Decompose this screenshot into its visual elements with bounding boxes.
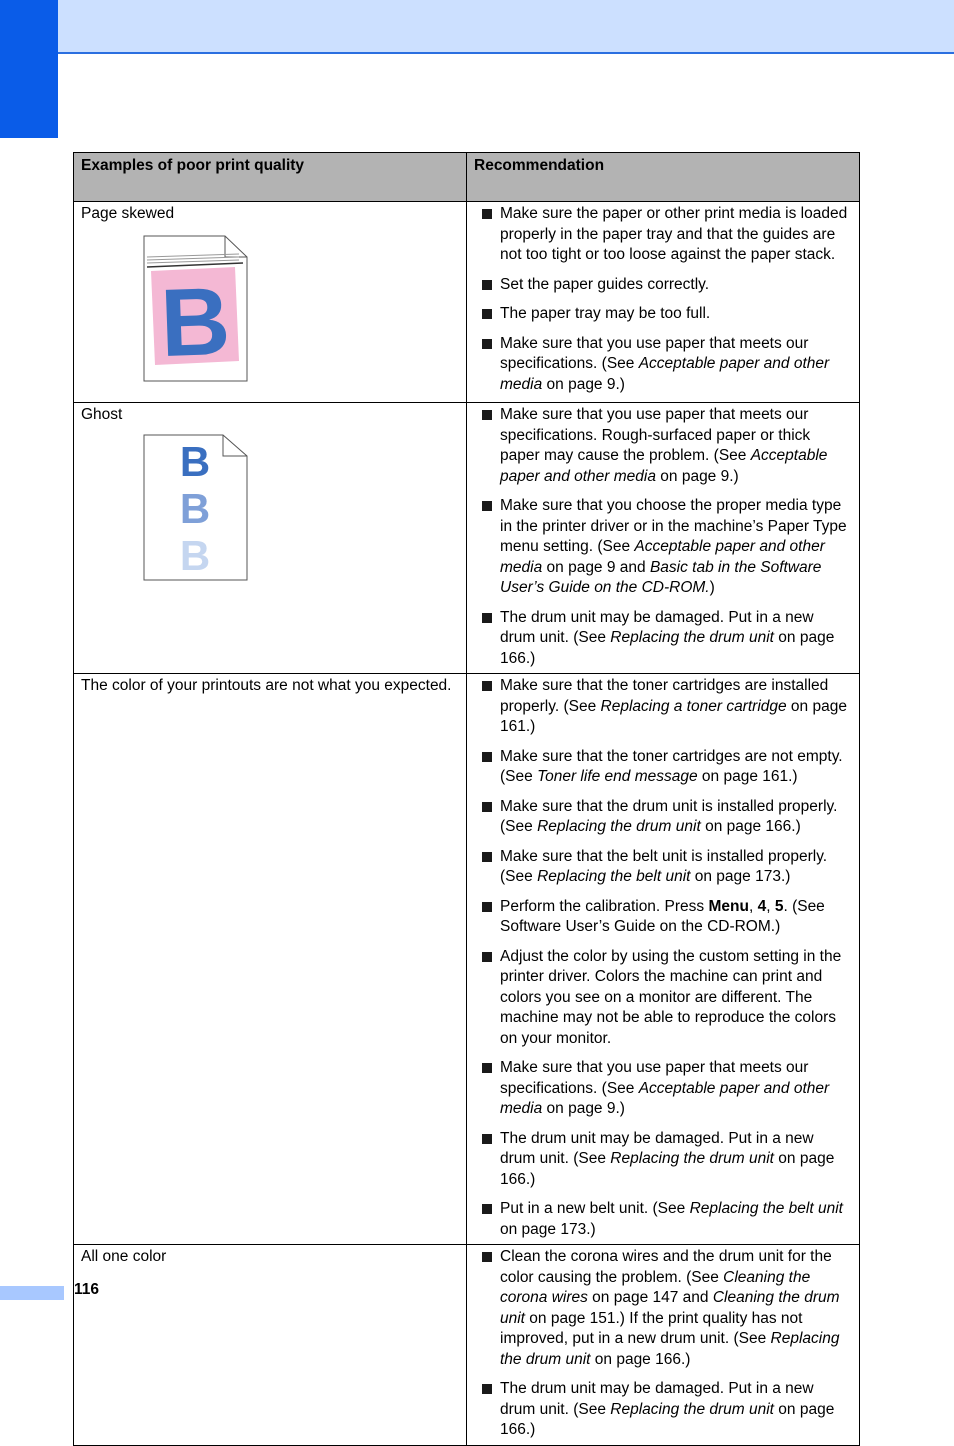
recommendation-cell bbox=[467, 674, 860, 1245]
table-row bbox=[74, 1245, 860, 1446]
recommendation-item: Clean the corona wires and the drum unit for the color causing the problem. (See Cleaning the corona wires on page 147 and Cleaning the drum unit on page 151.) If the print quality has not improved, put in a new drum unit. (See Replacing the drum unit on page 166.) bbox=[474, 1247, 852, 1370]
recommendation-cell bbox=[467, 1245, 860, 1446]
recommendation-item: The drum unit may be damaged. Put in a new drum unit. (See Replacing the drum unit on page 166.) bbox=[474, 1379, 852, 1441]
bullet-square-icon bbox=[482, 410, 492, 420]
table-row bbox=[74, 674, 860, 1245]
recommendation-item: The paper tray may be too full. bbox=[474, 304, 852, 325]
header-band bbox=[0, 0, 954, 54]
recommendation-item: Make sure that the belt unit is installed properly. (See Replacing the belt unit on page 173.) bbox=[474, 847, 852, 888]
skewed-page-illustration bbox=[143, 235, 249, 383]
bullet-square-icon bbox=[482, 752, 492, 762]
example-cell bbox=[74, 403, 467, 674]
ghost-letter: B bbox=[179, 437, 211, 485]
recommendation-item: Make sure the paper or other print media is loaded properly in the paper tray and that the guides are not too tight or too loose against the paper stack. bbox=[474, 204, 852, 266]
recommendation-item: Perform the calibration. Press Menu, 4, 5. (See Software User’s Guide on the CD-ROM.) bbox=[474, 897, 852, 938]
example-label: All one color bbox=[81, 1248, 167, 1265]
footer-bar bbox=[0, 1286, 64, 1300]
bullet-square-icon bbox=[482, 1252, 492, 1262]
recommendation-item: Make sure that you use paper that meets our specifications. Rough-surfaced paper or thick paper may cause the problem. (See Acceptable paper and other media on page 9.) bbox=[474, 405, 852, 487]
bullet-square-icon bbox=[482, 681, 492, 691]
bullet-square-icon bbox=[482, 280, 492, 290]
example-cell bbox=[74, 202, 467, 403]
example-cell bbox=[74, 1245, 467, 1446]
print-quality-table bbox=[73, 152, 860, 1446]
example-label: Ghost bbox=[81, 406, 123, 423]
recommendation-cell bbox=[467, 403, 860, 674]
recommendation-item: Make sure that you use paper that meets our specifications. (See Acceptable paper and other media on page 9.) bbox=[474, 1058, 852, 1120]
bullet-square-icon bbox=[482, 1063, 492, 1073]
bullet-square-icon bbox=[482, 309, 492, 319]
bullet-square-icon bbox=[482, 501, 492, 511]
table-row bbox=[74, 403, 860, 674]
example-cell bbox=[74, 674, 467, 1245]
bullet-square-icon bbox=[482, 852, 492, 862]
recommendation-item: Make sure that you choose the proper media type in the printer driver or in the machine’s Paper Type menu setting. (See Acceptable paper and other media on page 9 and Basic tab in the Software User’s Guide on the CD-ROM.) bbox=[474, 496, 852, 599]
recommendation-item: The drum unit may be damaged. Put in a new drum unit. (See Replacing the drum unit on page 166.) bbox=[474, 608, 852, 670]
recommendation-cell bbox=[467, 202, 860, 403]
column-header-examples: Examples of poor print quality bbox=[74, 153, 467, 202]
bullet-square-icon bbox=[482, 952, 492, 962]
bullet-square-icon bbox=[482, 613, 492, 623]
table-header-row bbox=[74, 153, 860, 202]
recommendation-item: Make sure that you use paper that meets our specifications. (See Acceptable paper and other media on page 9.) bbox=[474, 334, 852, 396]
recommendation-item: Adjust the color by using the custom setting in the printer driver. Colors the machine can print and colors you see on a monitor are different. The machine may not be able to reproduce the colors on your monitor. bbox=[474, 947, 852, 1050]
recommendation-item: Make sure that the toner cartridges are not empty. (See Toner life end message on page 161.) bbox=[474, 747, 852, 788]
example-label: The color of your printouts are not what you expected. bbox=[81, 677, 452, 694]
recommendation-item: The drum unit may be damaged. Put in a new drum unit. (See Replacing the drum unit on page 166.) bbox=[474, 1129, 852, 1191]
bullet-square-icon bbox=[482, 1204, 492, 1214]
recommendation-item: Make sure that the toner cartridges are installed properly. (See Replacing a toner cartridge on page 161.) bbox=[474, 676, 852, 738]
column-header-recommendation: Recommendation bbox=[467, 153, 860, 202]
skew-letter: B bbox=[158, 267, 232, 377]
bullet-square-icon bbox=[482, 902, 492, 912]
ghost-page-illustration bbox=[143, 434, 249, 582]
recommendation-item: Set the paper guides correctly. bbox=[474, 275, 852, 296]
ghost-letter: B bbox=[179, 531, 211, 579]
bullet-square-icon bbox=[482, 1384, 492, 1394]
bullet-square-icon bbox=[482, 1134, 492, 1144]
bullet-square-icon bbox=[482, 339, 492, 349]
example-label: Page skewed bbox=[81, 205, 175, 222]
ghost-letter: B bbox=[179, 484, 211, 532]
bullet-square-icon bbox=[482, 802, 492, 812]
recommendation-item: Make sure that the drum unit is installed properly. (See Replacing the drum unit on page 166.) bbox=[474, 797, 852, 838]
page-number: 116 bbox=[74, 1281, 100, 1298]
recommendation-item: Put in a new belt unit. (See Replacing the belt unit on page 173.) bbox=[474, 1199, 852, 1240]
chapter-tab bbox=[0, 0, 58, 138]
table-row bbox=[74, 202, 860, 403]
bullet-square-icon bbox=[482, 209, 492, 219]
